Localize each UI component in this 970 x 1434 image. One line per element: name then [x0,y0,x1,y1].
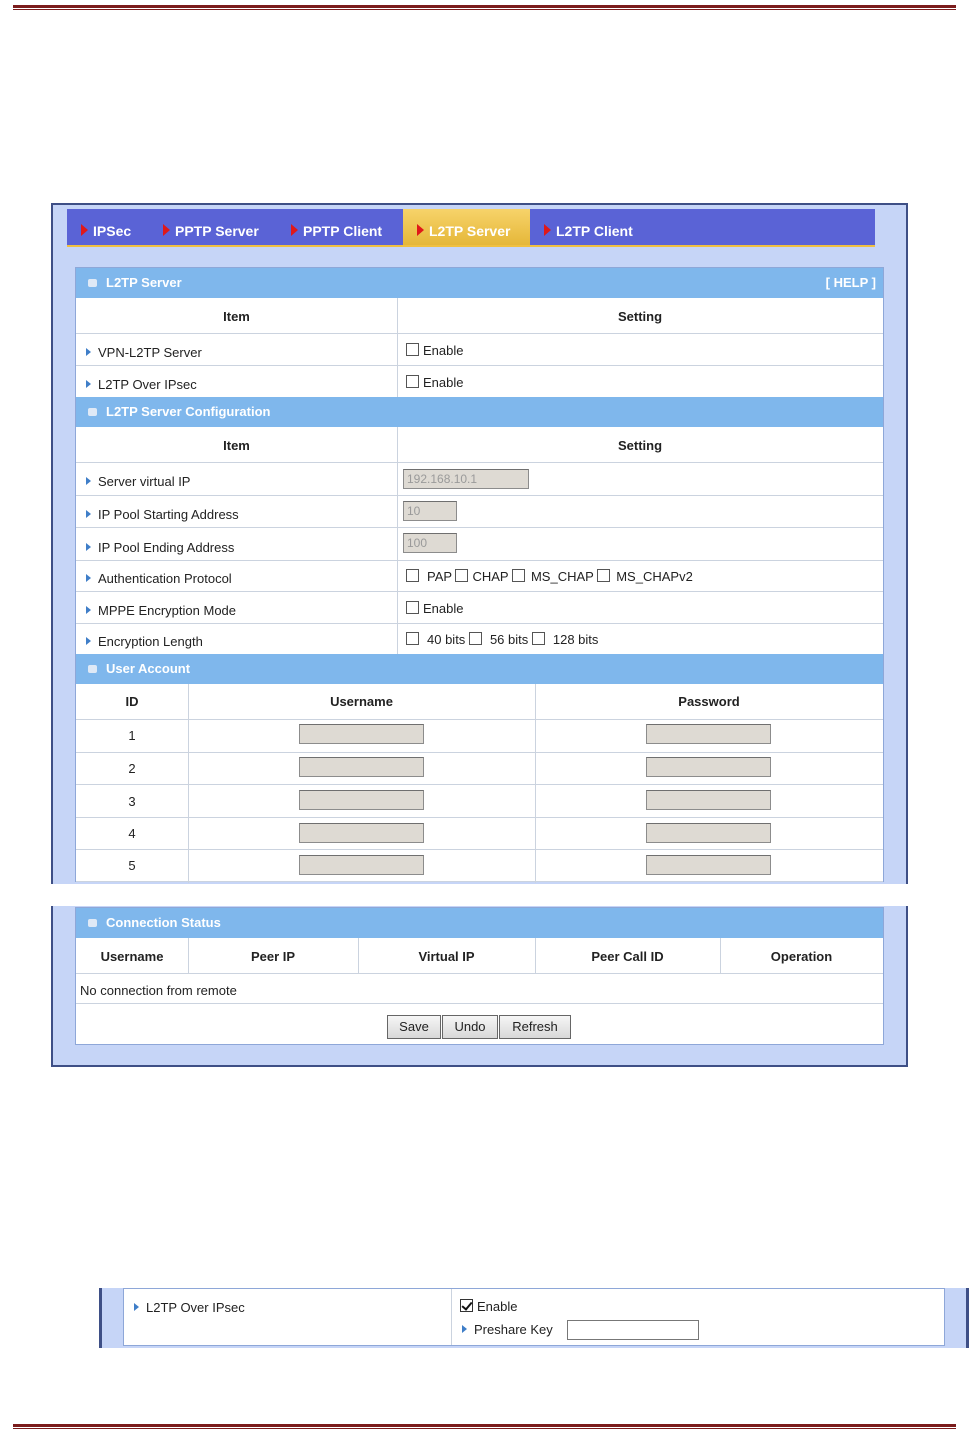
divider [76,752,883,753]
user-id: 3 [128,794,136,809]
column-header-setting: Setting [617,309,663,324]
screenshot-break [51,884,910,906]
triangle-icon [86,574,91,582]
auth-ms-chap-checkbox[interactable]: MS_CHAP [512,569,594,584]
triangle-icon [134,1303,139,1311]
password-input-2[interactable] [646,757,771,777]
preshare-key-input[interactable] [567,1320,699,1340]
checkmark-icon [460,1299,473,1312]
connection-status-panel [75,907,884,1045]
column-header-id: ID [125,694,139,709]
tab-underline [67,245,875,247]
divider [76,591,883,592]
checkbox-icon [406,375,419,388]
password-input-1[interactable] [646,724,771,744]
divider [76,333,883,334]
column-header-item: Item [223,438,250,453]
username-input-3[interactable] [299,790,424,810]
refresh-button[interactable]: Refresh [499,1015,571,1039]
checkbox-icon [532,632,545,645]
frame-edge [99,1288,102,1348]
user-id: 4 [128,826,136,841]
bullet-icon [88,665,97,673]
user-id: 1 [128,728,136,743]
checkbox-icon [406,569,419,582]
snippet-row [123,1288,945,1346]
divider [76,365,883,366]
checkbox-icon [597,569,610,582]
pool-start-input[interactable]: 10 [403,501,457,521]
tab-l2tp-server[interactable]: L2TP Server [403,209,530,245]
enc-128-checkbox[interactable]: 128 bits [532,632,599,647]
mppe-enable-checkbox[interactable]: Enable [406,601,463,616]
config-header: L2TP Server Configuration [76,397,883,427]
username-input-4[interactable] [299,823,424,843]
arrow-icon [163,224,170,236]
triangle-icon [86,477,91,485]
help-link[interactable]: [ HELP ] [825,275,876,290]
bullet-icon [88,279,97,287]
divider [188,684,189,883]
user-id: 2 [128,761,136,776]
divider [358,938,359,973]
tab-l2tp-client[interactable]: L2TP Client [530,209,652,243]
divider [535,938,536,973]
column-header-username: Username [100,949,164,964]
l2tp-over-ipsec-snippet [99,1288,969,1348]
checkbox-icon [455,569,468,582]
arrow-icon [81,224,88,236]
user-id: 5 [128,858,136,873]
row-mppe-mode: MPPE Encryption Mode [86,603,236,618]
bullet-icon [88,408,97,416]
divider [535,684,536,883]
settings-panel [75,267,884,882]
frame-edge [966,1288,969,1348]
triangle-icon [462,1325,467,1333]
server-virtual-ip-input[interactable]: 192.168.10.1 [403,469,529,489]
checkbox-icon [406,343,419,356]
triangle-icon [86,510,91,518]
column-header-setting: Setting [617,438,663,453]
username-input-1[interactable] [299,724,424,744]
enc-56-checkbox[interactable]: 56 bits [469,632,528,647]
auth-chap-checkbox[interactable]: CHAP [455,569,508,584]
divider [76,462,883,463]
column-header-peer-ip: Peer IP [250,949,296,964]
save-button[interactable]: Save [387,1015,441,1039]
auth-protocol-options [406,569,693,584]
checkbox-icon [469,632,482,645]
user-account-header: User Account [76,654,883,684]
divider [397,298,398,397]
arrow-icon [417,224,424,236]
bullet-icon [88,919,97,927]
divider [76,1003,883,1004]
password-input-3[interactable] [646,790,771,810]
username-input-5[interactable] [299,855,424,875]
auth-ms-chapv2-checkbox[interactable]: MS_CHAPv2 [597,569,693,584]
username-input-2[interactable] [299,757,424,777]
tab-pptp-client[interactable]: PPTP Client [277,209,403,243]
triangle-icon [86,606,91,614]
divider [76,817,883,818]
triangle-icon [86,637,91,645]
row-vpn-l2tp-server: VPN-L2TP Server [86,345,202,360]
column-header-item: Item [223,309,250,324]
checkbox-icon [512,569,525,582]
divider [76,527,883,528]
divider [76,560,883,561]
auth-pap-checkbox[interactable]: PAP [406,569,452,584]
row-pool-start: IP Pool Starting Address [86,507,239,522]
arrow-icon [291,224,298,236]
divider [76,973,883,974]
column-header-operation: Operation [770,949,833,964]
ipsec-enable-checkbox-checked[interactable]: Enable [460,1299,517,1314]
triangle-icon [86,380,91,388]
divider [397,427,398,654]
divider [76,623,883,624]
tab-ipsec[interactable]: IPSec [67,209,147,243]
connection-status-header: Connection Status [76,908,883,938]
arrow-icon [544,224,551,236]
password-input-5[interactable] [646,855,771,875]
row-auth-protocol: Authentication Protocol [86,571,232,586]
divider [451,1289,452,1345]
checkbox-icon [406,632,419,645]
divider [76,495,883,496]
pool-end-input[interactable]: 100 [403,533,457,553]
column-header-username: Username [330,694,393,709]
tab-pptp-server[interactable]: PPTP Server [149,209,275,243]
undo-button[interactable]: Undo [442,1015,498,1039]
column-header-password: Password [678,694,740,709]
l2tp-server-screen [51,203,908,1067]
divider [188,938,189,973]
top-rule-thin [13,9,956,10]
row-pool-end: IP Pool Ending Address [86,540,234,555]
bottom-rule [13,1424,956,1427]
row-preshare-key: Preshare Key [462,1322,553,1337]
checkbox-icon [406,601,419,614]
row-l2tp-over-ipsec: L2TP Over IPsec [86,377,197,392]
column-header-virtual-ip: Virtual IP [418,949,475,964]
password-input-4[interactable] [646,823,771,843]
row-server-virtual-ip: Server virtual IP [86,474,190,489]
ipsec-enable-checkbox[interactable]: Enable [406,375,463,390]
row-encryption-length: Encryption Length [86,634,203,649]
l2tp-server-header: L2TP Server [ HELP ] [76,268,883,298]
column-header-peer-call-id: Peer Call ID [591,949,664,964]
triangle-icon [86,348,91,356]
bottom-rule-thin [13,1428,956,1429]
top-rule [13,5,956,8]
divider [76,719,883,720]
tab-bar [67,209,875,245]
divider [76,784,883,785]
enc-40-checkbox[interactable]: 40 bits [406,632,465,647]
vpn-enable-checkbox[interactable]: Enable [406,343,463,358]
empty-status-message: No connection from remote [80,983,237,998]
triangle-icon [86,543,91,551]
divider [76,881,883,882]
divider [76,849,883,850]
row-l2tp-over-ipsec: L2TP Over IPsec [134,1300,245,1315]
encryption-length-options [406,632,598,647]
divider [720,938,721,973]
